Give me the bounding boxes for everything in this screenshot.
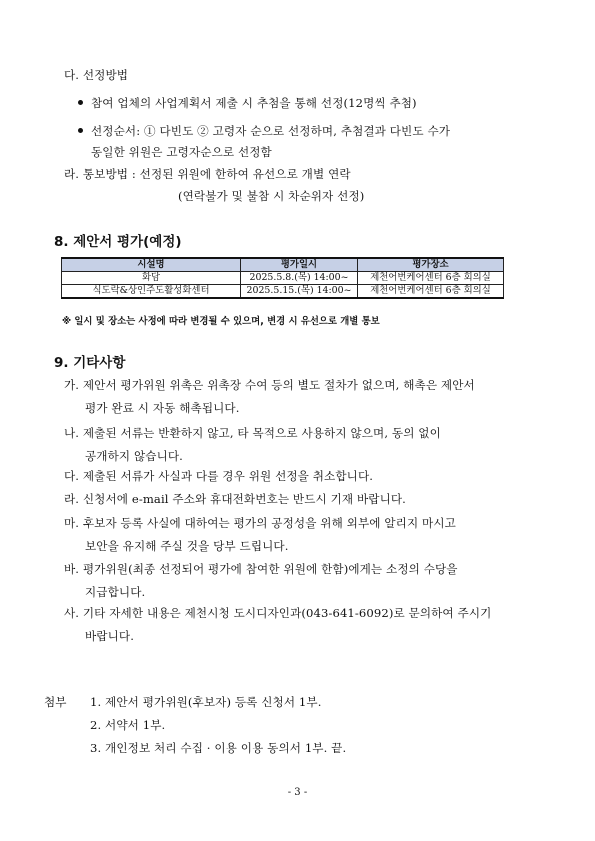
- bullet-1-text: 참여 업체의 사업계획서 제출 시 추첨을 통해 선정(12명씩 추첨): [91, 96, 417, 110]
- item-na-line2: 공개하지 않습니다.: [85, 449, 183, 463]
- item-ga-line1: 가. 제안서 평가위원 위촉은 위촉장 수여 등의 별도 절차가 없으며, 해촉은 제안서: [64, 378, 475, 392]
- table-cell-location: 제천어번케어센터 6층 회의실: [358, 285, 504, 299]
- item-ba-line2: 지급합니다.: [85, 585, 146, 599]
- table-header-row: [62, 258, 504, 272]
- table-header-location: 평가장소: [358, 258, 504, 272]
- table-cell-facility: 식도락&상인주도활성화센터: [62, 285, 241, 299]
- item-ba-line1: 바. 평가위원(최종 선정되어 평가에 참여한 위원에 한함)에게는 소정의 수당을: [64, 562, 458, 576]
- attachment-item-3: 3. 개인정보 처리 수집 · 이용 이용 동의서 1부. 끝.: [90, 741, 347, 755]
- notification-method-line1: 라. 통보방법 : 선정된 위원에 한하여 유선으로 개별 연락: [64, 167, 351, 181]
- table-cell-location: 제천어번케어센터 6층 회의실: [358, 272, 504, 285]
- table-cell-datetime: 2025.5.8.(목) 14:00~: [241, 272, 358, 285]
- attachments-label: 첨부: [44, 695, 67, 709]
- item-na-line1: 나. 제출된 서류는 반환하지 않고, 타 목적으로 사용하지 않으며, 동의 없이: [64, 426, 441, 440]
- item-ra-line1: 라. 신청서에 e-mail 주소와 휴대전화번호는 반드시 기재 바랍니다.: [64, 492, 406, 506]
- selection-method-title: 다. 선정방법: [64, 68, 129, 82]
- bullet-2-text-line1: 선정순서: ① 다빈도 ② 고령자 순으로 선정하며, 추첨결과 다빈도 수가: [91, 124, 451, 138]
- item-da-line1: 다. 제출된 서류가 사실과 다를 경우 위원 선정을 취소합니다.: [64, 469, 374, 483]
- selection-bullet-1: [78, 95, 417, 111]
- notification-method-line2: (연락불가 및 불참 시 차순위자 선정): [178, 189, 365, 203]
- page-number: - 3 -: [287, 787, 308, 798]
- bullet-dot-icon: [78, 128, 83, 133]
- table-row: [62, 285, 504, 299]
- item-ma-line2: 보안을 유지해 주실 것을 당부 드립니다.: [85, 539, 289, 553]
- table-header-datetime: 평가일시: [241, 258, 358, 272]
- table-header-facility: 시설명: [62, 258, 241, 272]
- attachment-item-1: 1. 제안서 평가위원(후보자) 등록 신청서 1부.: [90, 695, 322, 709]
- table-cell-facility: 화담: [62, 272, 241, 285]
- item-sa-line2: 바랍니다.: [85, 629, 134, 643]
- evaluation-schedule-table: [61, 257, 504, 299]
- item-ma-line1: 마. 후보자 등록 사실에 대하여는 평가의 공정성을 위해 외부에 알리지 마시고: [64, 516, 456, 530]
- section-9-heading: 9. 기타사항: [54, 355, 126, 371]
- attachment-item-2: 2. 서약서 1부.: [90, 718, 166, 732]
- bullet-2-text-line2: 동일한 위원은 고령자순으로 선정함: [91, 145, 272, 159]
- bullet-dot-icon: [78, 100, 83, 105]
- item-sa-line1: 사. 기타 자세한 내용은 제천시청 도시디자인과(043-641-6092)로 문의하여 주시기: [64, 606, 492, 620]
- schedule-change-notice: ※ 일시 및 장소는 사정에 따라 변경될 수 있으며, 변경 시 유선으로 개별 통보: [62, 316, 380, 327]
- selection-bullet-2: [78, 123, 450, 139]
- table-row: [62, 272, 504, 285]
- section-8-heading: 8. 제안서 평가(예정): [54, 234, 182, 250]
- item-ga-line2: 평가 완료 시 자동 해촉됩니다.: [85, 401, 240, 415]
- table-cell-datetime: 2025.5.15.(목) 14:00~: [241, 285, 358, 299]
